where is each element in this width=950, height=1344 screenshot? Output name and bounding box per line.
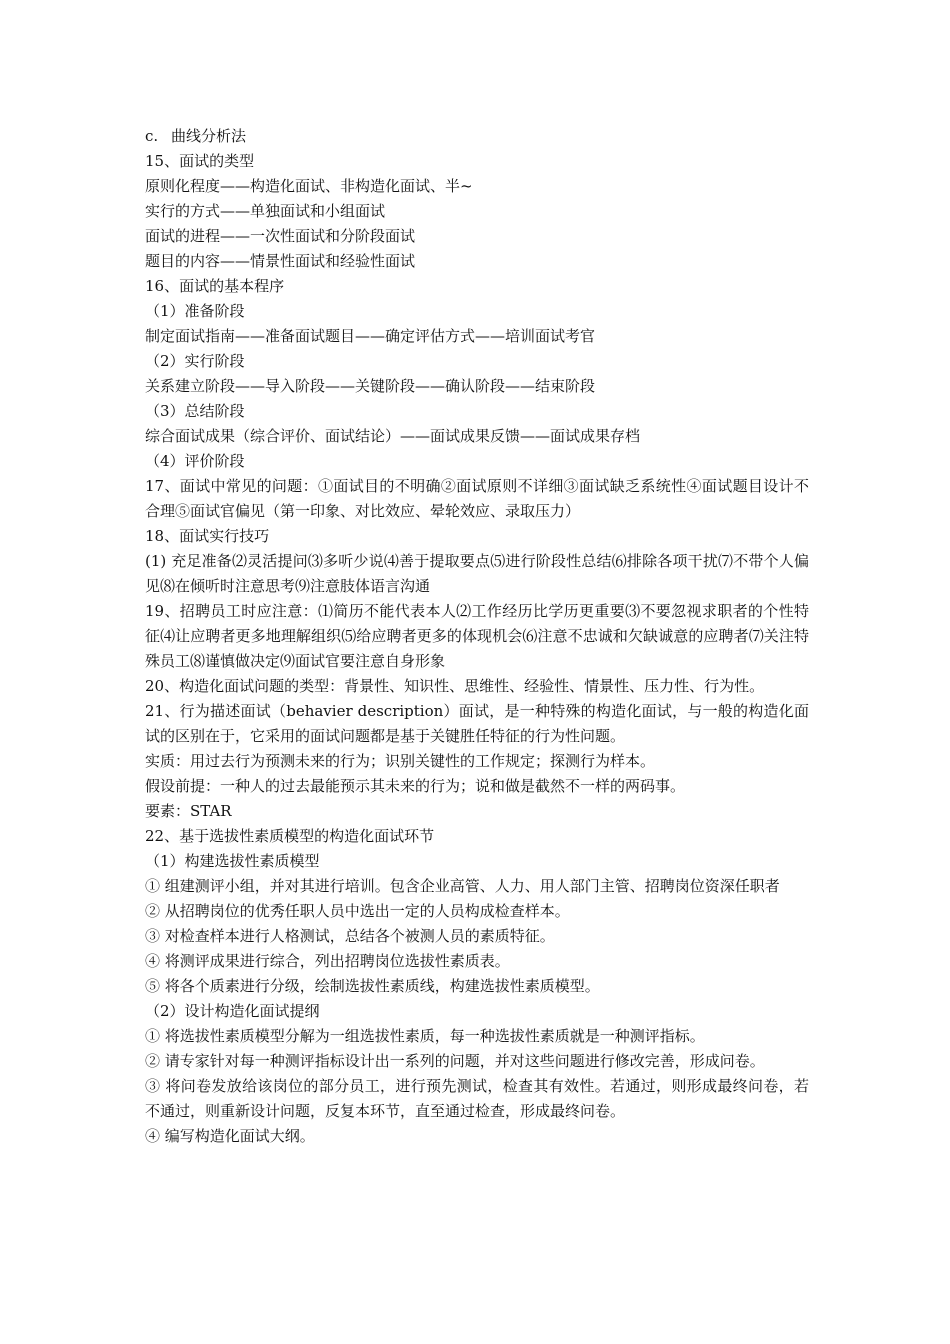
list-item: [145, 124, 809, 149]
section-heading: 18、面试实行技巧: [145, 527, 270, 545]
section-heading: 15、面试的类型: [145, 152, 255, 170]
list-item: ③ 对检查样本进行人格测试，总结各个被测人员的素质特征。: [145, 927, 555, 945]
text-line: 综合面试成果（综合评价、面试结论）——面试成果反馈——面试成果存档: [145, 427, 641, 445]
text-paragraph: 19、招聘员工时应注意：⑴简历不能代表本人⑵工作经历比学历更重要⑶不要忽视求职者的个性特征⑷让应聘者更多地理解组织⑸给应聘者更多的体现机会⑹注意不忠诚和欠缺诚意的应聘者⑺关注特殊员工⑻谨慎做决定⑼面试官要注意自身形象: [145, 602, 809, 670]
text-line: 要素：STAR: [145, 802, 232, 820]
text-paragraph: (1) 充足准备⑵灵活提问⑶多听少说⑷善于提取要点⑸进行阶段性总结⑹排除各项干扰⑺不带个人偏见⑻在倾听时注意思考⑼注意肢体语言沟通: [145, 552, 809, 595]
subsection-heading: （3）总结阶段: [145, 402, 245, 420]
subsection-heading: （1）准备阶段: [145, 302, 245, 320]
subsection-heading: （1）构建选拔性素质模型: [145, 852, 320, 870]
subsection-heading: （2）设计构造化面试提纲: [145, 1002, 320, 1020]
section-heading: 16、面试的基本程序: [145, 277, 285, 295]
text-line: 实质：用过去行为预测未来的行为；识别关键性的工作规定；探测行为样本。: [145, 752, 656, 770]
text-line: 关系建立阶段——导入阶段——关键阶段——确认阶段——结束阶段: [145, 377, 596, 395]
text-line: 面试的进程——一次性面试和分阶段面试: [145, 227, 416, 245]
line-text: 曲线分析法: [171, 127, 247, 145]
list-item: ① 组建测评小组，并对其进行培训。包含企业高管、人力、用人部门主管、招聘岗位资深任职者: [145, 877, 780, 895]
list-item: ② 从招聘岗位的优秀任职人员中选出一定的人员构成检查样本。: [145, 902, 570, 920]
text-line: 制定面试指南——准备面试题目——确定评估方式——培训面试考官: [145, 327, 596, 345]
text-line: 题目的内容——情景性面试和经验性面试: [145, 252, 416, 270]
list-item: ④ 将测评成果进行综合，列出招聘岗位选拔性素质表。: [145, 952, 510, 970]
text-line: 实行的方式——单独面试和小组面试: [145, 202, 386, 220]
list-marker: c.: [145, 127, 159, 145]
text-paragraph: 20、构造化面试问题的类型：背景性、知识性、思维性、经验性、情景性、压力性、行为性。: [145, 677, 765, 695]
list-item: ② 请专家针对每一种测评指标设计出一系列的问题，并对这些问题进行修改完善，形成问卷。: [145, 1052, 765, 1070]
document-page: [145, 124, 809, 1149]
list-item: ① 将选拔性素质模型分解为一组选拔性素质，每一种选拔性素质就是一种测评指标。: [145, 1027, 705, 1045]
text-line: 原则化程度——构造化面试、非构造化面试、半~: [145, 177, 473, 195]
text-paragraph: 17、面试中常见的问题：①面试目的不明确②面试原则不详细③面试缺乏系统性④面试题目设计不合理⑤面试官偏见（第一印象、对比效应、晕轮效应、录取压力）: [145, 477, 809, 520]
list-item: ③ 将问卷发放给该岗位的部分员工，进行预先测试，检查其有效性。若通过，则形成最终问卷，若不通过，则重新设计问题，反复本环节，直至通过检查，形成最终问卷。: [145, 1077, 809, 1120]
list-item: ⑤ 将各个质素进行分级，绘制选拔性素质线，构建选拔性素质模型。: [145, 977, 600, 995]
text-paragraph: 21、行为描述面试（behavier description）面试，是一种特殊的构造化面试，与一般的构造化面试的区别在于，它采用的面试问题都是基于关键胜任特征的行为性问题。: [145, 702, 809, 745]
subsection-heading: （2）实行阶段: [145, 352, 245, 370]
section-heading: 22、基于选拔性素质模型的构造化面试环节: [145, 827, 435, 845]
list-item: ④ 编写构造化面试大纲。: [145, 1127, 315, 1145]
text-line: 假设前提：一种人的过去最能预示其未来的行为；说和做是截然不一样的两码事。: [145, 777, 686, 795]
subsection-heading: （4）评价阶段: [145, 452, 245, 470]
